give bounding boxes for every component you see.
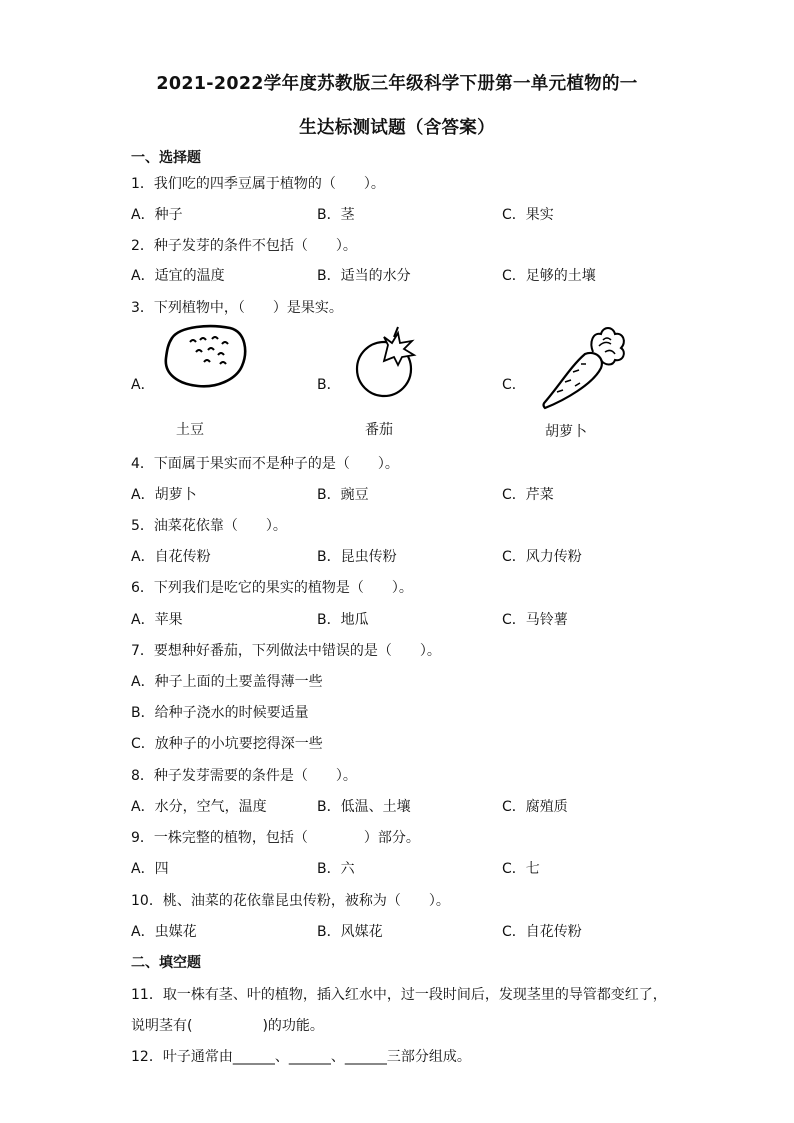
question-5-stem: 5．油菜花依靠（ ）。 bbox=[131, 518, 287, 534]
question-11-line-1: 11．取一株有茎、叶的植物，插入红水中，过一段时间后，发现茎里的导管都变红了， bbox=[131, 987, 667, 1003]
question-8-option-c: C．腐殖质 bbox=[502, 799, 568, 815]
question-9-option-b: B．六 bbox=[317, 861, 355, 877]
question-6-option-b: B．地瓜 bbox=[317, 612, 369, 628]
question-10-option-a: A．虫媒花 bbox=[131, 924, 197, 940]
question-11-line-2: 说明茎有( )的功能。 bbox=[131, 1018, 324, 1034]
carrot-caption: 胡萝卜 bbox=[545, 424, 587, 440]
question-3-stem: 3．下列植物中，（ ）是果实。 bbox=[131, 300, 343, 316]
section-choice-heading: 一、选择题 bbox=[131, 150, 201, 166]
question-4-option-c: C．芹菜 bbox=[502, 487, 554, 503]
question-7-option-a: A．种子上面的土要盖得薄一些 bbox=[131, 674, 323, 690]
question-7-option-c: C．放种子的小坑要挖得深一些 bbox=[131, 736, 323, 752]
question-3-option-b: B． bbox=[317, 377, 341, 393]
potato-image bbox=[160, 322, 250, 390]
question-7-option-b: B．给种子浇水的时候要适量 bbox=[131, 705, 309, 721]
question-6-stem: 6．下列我们是吃它的果实的植物是（ ）。 bbox=[131, 580, 413, 596]
carrot-image bbox=[535, 322, 630, 412]
question-8-stem: 8．种子发芽需要的条件是（ ）。 bbox=[131, 768, 357, 784]
question-1-option-a: A．种子 bbox=[131, 207, 183, 223]
question-10-option-b: B．风媒花 bbox=[317, 924, 383, 940]
question-2-stem: 2．种子发芽的条件不包括（ ）。 bbox=[131, 238, 357, 254]
potato-caption: 土豆 bbox=[176, 422, 204, 438]
question-9-stem: 9．一株完整的植物，包括（ ）部分。 bbox=[131, 830, 420, 846]
question-8-option-b: B．低温、土壤 bbox=[317, 799, 411, 815]
question-1-option-c: C．果实 bbox=[502, 207, 554, 223]
question-2-option-a: A．适宜的温度 bbox=[131, 268, 225, 284]
question-4-option-a: A．胡萝卜 bbox=[131, 487, 197, 503]
question-12-stem: 12．叶子通常由______、______、______三部分组成。 bbox=[131, 1049, 471, 1065]
question-9-option-c: C．七 bbox=[502, 861, 540, 877]
question-8-option-a: A．水分，空气，温度 bbox=[131, 799, 267, 815]
question-4-stem: 4．下面属于果实而不是种子的是（ ）。 bbox=[131, 456, 399, 472]
question-7-stem: 7．要想种好番茄，下列做法中错误的是（ ）。 bbox=[131, 643, 441, 659]
question-2-option-c: C．足够的土壤 bbox=[502, 268, 596, 284]
question-6-option-c: C．马铃薯 bbox=[502, 612, 568, 628]
question-5-option-b: B．昆虫传粉 bbox=[317, 549, 397, 565]
question-2-option-b: B．适当的水分 bbox=[317, 268, 411, 284]
question-10-stem: 10．桃、油菜的花依靠昆虫传粉，被称为（ ）。 bbox=[131, 893, 450, 909]
question-3-option-a: A． bbox=[131, 377, 155, 393]
section-fill-heading: 二、填空题 bbox=[131, 955, 201, 971]
question-1-stem: 1．我们吃的四季豆属于植物的（ ）。 bbox=[131, 176, 385, 192]
title-line-1: 2021-2022学年度苏教版三年级科学下册第一单元植物的一 bbox=[156, 74, 638, 94]
tomato-caption: 番茄 bbox=[365, 422, 393, 438]
question-1-option-b: B．茎 bbox=[317, 207, 355, 223]
question-5-option-a: A．自花传粉 bbox=[131, 549, 211, 565]
question-4-option-b: B．豌豆 bbox=[317, 487, 369, 503]
title-line-2: 生达标测试题（含答案） bbox=[299, 118, 495, 138]
question-3-option-c: C． bbox=[502, 377, 526, 393]
question-5-option-c: C．风力传粉 bbox=[502, 549, 582, 565]
question-10-option-c: C．自花传粉 bbox=[502, 924, 582, 940]
tomato-image bbox=[352, 323, 422, 401]
question-6-option-a: A．苹果 bbox=[131, 612, 183, 628]
question-9-option-a: A．四 bbox=[131, 861, 169, 877]
